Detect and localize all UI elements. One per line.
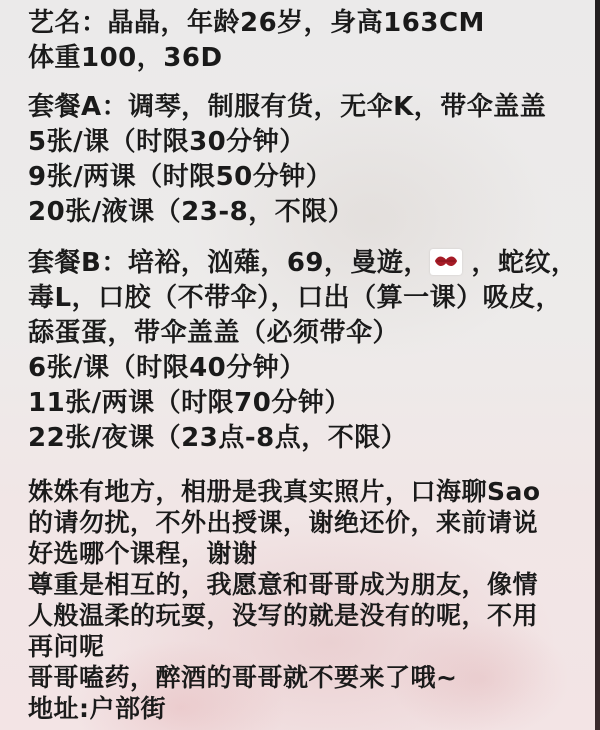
notes-para3: 哥哥嗑药，醉酒的哥哥就不要来了哦~	[28, 663, 458, 692]
package-a-price-1: 5张/课（时限30分钟）	[28, 127, 306, 157]
package-b-line-3: 舔蛋蛋，带伞盖盖（必须带伞）	[28, 318, 400, 348]
package-b-price-3: 22张/夜课（23点-8点，不限）	[28, 423, 408, 453]
package-a-section	[28, 90, 584, 230]
kiss-lips-icon	[430, 249, 462, 275]
notes-para2-line1: 尊重是相互的，我愿意和哥哥成为朋友，像情	[28, 570, 539, 599]
profile-line-2: 体重100，36D	[28, 43, 223, 73]
notes-section	[28, 476, 584, 724]
package-b-price-2: 11张/两课（时限70分钟）	[28, 388, 351, 418]
package-b-line-2: 毒L，口胶（不带伞），口出（算一课）吸皮，	[28, 283, 563, 313]
package-b-price-1: 6张/课（时限40分钟）	[28, 353, 306, 383]
package-b-section	[28, 246, 584, 456]
notes-para2-line3: 再问呢	[28, 632, 105, 661]
profile-section	[28, 6, 584, 76]
notes-para1-line1: 姝姝有地方，相册是我真实照片，口海聊Sao	[28, 477, 541, 506]
notes-para1-line3: 好选哪个课程，谢谢	[28, 539, 258, 568]
package-a-price-2: 9张/两课（时限50分钟）	[28, 162, 333, 192]
package-a-title: 套餐A：调琴，制服有货，无伞K，带伞盖盖	[28, 92, 547, 122]
package-b-line-1-tail: ，蛇纹，	[462, 248, 578, 278]
package-b-line-1-text: 套餐B：培裕，汹薙，69，曼遊，	[28, 248, 430, 278]
ad-text	[28, 6, 584, 724]
package-b-line-1	[28, 246, 584, 281]
package-a-price-3: 20张/液课（23-8，不限）	[28, 197, 355, 227]
right-edge-strip	[595, 0, 600, 730]
address-line: 地址:户部街	[28, 694, 166, 723]
notes-para1-line2: 的请勿扰，不外出授课，谢绝还价，来前请说	[28, 508, 539, 537]
notes-para2-line2: 人般温柔的玩耍，没写的就是没有的呢，不用	[28, 601, 539, 630]
profile-line-1: 艺名：晶晶，年龄26岁，身高163CM	[28, 8, 485, 38]
